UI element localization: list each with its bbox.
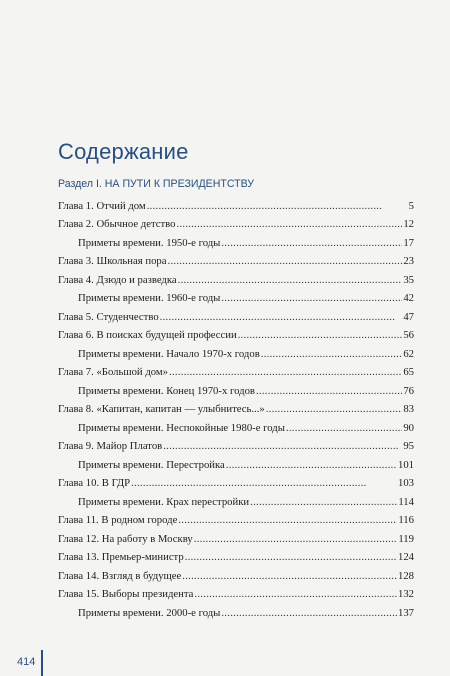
dot-leader: [226, 460, 397, 471]
dot-leader: [221, 608, 397, 619]
toc-entry-label: Глава 13. Премьер-министр: [58, 551, 184, 564]
dot-leader: [147, 201, 408, 212]
toc-entry-page: 114: [398, 496, 414, 509]
toc-entry-page: 116: [398, 514, 414, 527]
toc-entry[interactable]: [58, 323, 414, 341]
toc-entry-label: Глава 6. В поисках будущей профессии: [58, 329, 237, 342]
toc-entry[interactable]: [58, 564, 414, 582]
toc-entry-label: Приметы времени. 2000-е годы: [78, 607, 221, 620]
toc-entry-page: 132: [397, 588, 414, 601]
dot-leader: [131, 478, 397, 489]
toc-entry-page: 101: [397, 459, 414, 472]
toc-entry-page: 5: [408, 200, 414, 213]
toc-entry-label: Глава 8. «Капитан, капитан — улыбнитесь...»: [58, 403, 265, 416]
toc-entry-label: Глава 3. Школьная пора: [58, 255, 167, 268]
toc-entry-page: 35: [403, 274, 414, 287]
toc-entry[interactable]: [58, 508, 414, 526]
toc-entry-label: Приметы времени. Начало 1970-х годов: [78, 348, 260, 361]
toc-entry-label: Глава 14. Взгляд в будущее: [58, 570, 182, 583]
toc-entry[interactable]: [58, 471, 414, 489]
toc-entry[interactable]: [58, 545, 414, 563]
toc-entry-page: 12: [403, 218, 414, 231]
toc-entry[interactable]: [58, 397, 414, 415]
toc-entry[interactable]: [58, 527, 414, 545]
toc-entry-label: Глава 9. Майор Платов: [58, 440, 163, 453]
toc-entry-label: Глава 1. Отчий дом: [58, 200, 146, 213]
toc-entry-page: 56: [403, 329, 414, 342]
toc-entry[interactable]: [58, 360, 414, 378]
toc-entry-page: 23: [403, 255, 414, 268]
dot-leader: [238, 330, 403, 341]
toc-entry-label: Глава 4. Дзюдо и разведка: [58, 274, 177, 287]
toc-entry[interactable]: [78, 286, 414, 304]
toc-entry-label: Приметы времени. 1960-е годы: [78, 292, 221, 305]
toc-entry-label: Приметы времени. Конец 1970-х годов: [78, 385, 255, 398]
toc-entry-page: 119: [398, 533, 414, 546]
toc-entry[interactable]: [78, 453, 414, 471]
toc-entry-label: Приметы времени. 1950-е годы: [78, 237, 221, 250]
toc-entry-page: 42: [403, 292, 414, 305]
toc-entry-page: 83: [403, 403, 414, 416]
dot-leader: [163, 441, 402, 452]
toc-entry-page: 65: [403, 366, 414, 379]
dot-leader: [178, 275, 403, 286]
dot-leader: [185, 552, 397, 563]
toc-entry[interactable]: [58, 582, 414, 600]
dot-leader: [221, 293, 402, 304]
section-heading: Раздел I. НА ПУТИ К ПРЕЗИДЕНТСТВУ: [58, 178, 255, 190]
toc-entry-label: Приметы времени. Крах перестройки: [78, 496, 250, 509]
page-number: 414: [17, 656, 36, 668]
toc-entry[interactable]: [78, 342, 414, 360]
toc-entry-label: Глава 15. Выборы президента: [58, 588, 194, 601]
dot-leader: [182, 571, 397, 582]
toc-entry[interactable]: [58, 212, 414, 230]
toc-entry-label: Глава 11. В родном городе: [58, 514, 178, 527]
toc-entry[interactable]: [58, 194, 414, 212]
dot-leader: [169, 367, 402, 378]
toc-entry[interactable]: [78, 379, 414, 397]
toc-entry-page: 95: [403, 440, 414, 453]
toc-entry[interactable]: [58, 268, 414, 286]
toc-entry-page: 124: [397, 551, 414, 564]
toc-entry-label: Глава 2. Обычное детство: [58, 218, 176, 231]
toc-entry-page: 90: [403, 422, 414, 435]
page-title: Содержание: [58, 139, 189, 164]
toc-entry[interactable]: [78, 231, 414, 249]
toc-entry-page: 128: [397, 570, 414, 583]
toc-entry[interactable]: [78, 490, 414, 508]
dot-leader: [177, 219, 403, 230]
toc-entry-label: Глава 10. В ГДР: [58, 477, 131, 490]
toc-entry-page: 76: [403, 385, 414, 398]
toc-entry-page: 17: [403, 237, 414, 250]
toc-entry-page: 103: [397, 477, 414, 490]
dot-leader: [160, 312, 403, 323]
toc-entry[interactable]: [78, 416, 414, 434]
toc-entry-page: 62: [403, 348, 414, 361]
toc-entry[interactable]: [78, 601, 414, 619]
dot-leader: [256, 386, 402, 397]
dot-leader: [178, 515, 397, 526]
toc-entry[interactable]: [58, 434, 414, 452]
dot-leader: [250, 497, 397, 508]
dot-leader: [221, 238, 402, 249]
toc-entry-label: Глава 7. «Большой дом»: [58, 366, 168, 379]
toc-entry-label: Приметы времени. Перестройка: [78, 459, 225, 472]
dot-leader: [194, 589, 397, 600]
dot-leader: [168, 256, 403, 267]
toc-entry-label: Приметы времени. Неспокойные 1980-е годы: [78, 422, 285, 435]
dot-leader: [266, 404, 403, 415]
toc-entry[interactable]: [58, 305, 414, 323]
page-rule-divider: [41, 650, 43, 676]
toc-entry-label: Глава 5. Студенчество: [58, 311, 159, 324]
dot-leader: [286, 423, 402, 434]
toc-entry[interactable]: [58, 249, 414, 267]
dot-leader: [261, 349, 403, 360]
toc-entry-page: 47: [403, 311, 414, 324]
toc-entry-page: 137: [397, 607, 414, 620]
dot-leader: [194, 534, 398, 545]
toc-entry-label: Глава 12. На работу в Москву: [58, 533, 193, 546]
